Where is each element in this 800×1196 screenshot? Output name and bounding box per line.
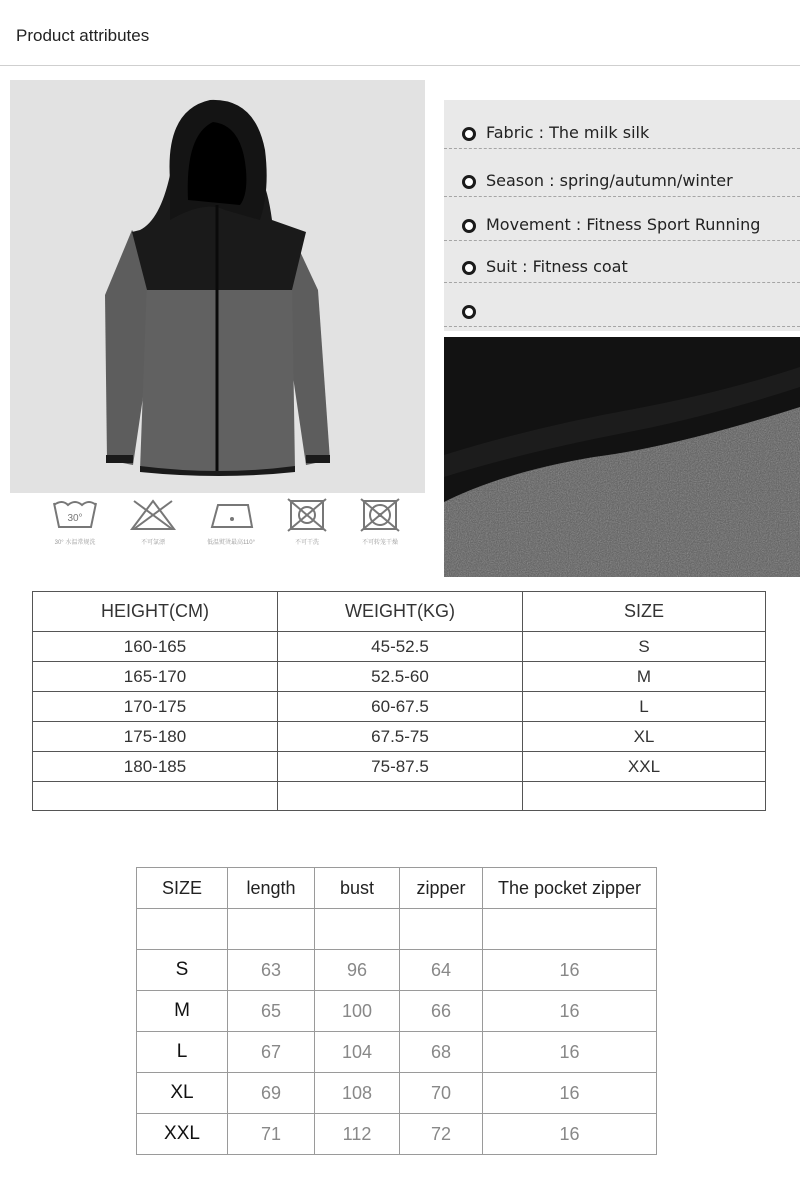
no-dry-clean-icon bbox=[272, 497, 342, 546]
page-title: Product attributes bbox=[16, 26, 150, 45]
table-cell: M bbox=[523, 662, 766, 692]
iron-low-icon bbox=[196, 497, 266, 546]
table-cell: 165-170 bbox=[33, 662, 278, 692]
table-cell bbox=[33, 782, 278, 811]
table-cell: L bbox=[523, 692, 766, 722]
table-cell: 175-180 bbox=[33, 722, 278, 752]
table-cell: 104 bbox=[315, 1032, 400, 1073]
care-caption: 不可转笼干燥 bbox=[361, 540, 398, 546]
header-divider bbox=[0, 65, 800, 66]
no-tumble-dry-icon bbox=[345, 497, 415, 546]
table-header-row bbox=[137, 868, 657, 909]
table-cell bbox=[228, 909, 315, 950]
table-cell: 67.5-75 bbox=[278, 722, 523, 752]
care-caption: 不可氯漂 bbox=[140, 540, 165, 546]
attribute-text: Fabric : The milk silk bbox=[486, 123, 650, 142]
attribute-empty bbox=[444, 284, 800, 327]
table-header-row bbox=[33, 592, 766, 632]
table-row bbox=[33, 692, 766, 722]
table-cell bbox=[400, 909, 483, 950]
attribute-text: Suit : Fitness coat bbox=[486, 257, 628, 276]
table-cell bbox=[315, 909, 400, 950]
care-caption: 30° 水温常规洗 bbox=[54, 540, 96, 546]
table-cell: L bbox=[137, 1032, 228, 1073]
table-cell: S bbox=[523, 632, 766, 662]
care-caption: 低温熨烫最高110° bbox=[207, 540, 255, 546]
table-cell: 96 bbox=[315, 950, 400, 991]
table-cell: 170-175 bbox=[33, 692, 278, 722]
attributes-panel bbox=[444, 100, 800, 331]
care-caption: 不可干洗 bbox=[294, 540, 319, 546]
table-cell: M bbox=[137, 991, 228, 1032]
table-row bbox=[33, 632, 766, 662]
table-cell: 60-67.5 bbox=[278, 692, 523, 722]
table-cell: 16 bbox=[483, 950, 657, 991]
attribute-season bbox=[444, 154, 800, 197]
table-cell: 16 bbox=[483, 1073, 657, 1114]
table-cell: 112 bbox=[315, 1114, 400, 1155]
table-cell: XL bbox=[523, 722, 766, 752]
table-cell: 67 bbox=[228, 1032, 315, 1073]
table-cell: 66 bbox=[400, 991, 483, 1032]
table-cell: XXL bbox=[137, 1114, 228, 1155]
column-header: SIZE bbox=[137, 868, 228, 909]
bullet-icon bbox=[462, 175, 476, 189]
measurements-table bbox=[136, 867, 657, 1155]
product-photo bbox=[10, 80, 425, 493]
table-cell: 69 bbox=[228, 1073, 315, 1114]
column-header: zipper bbox=[400, 868, 483, 909]
table-cell: 64 bbox=[400, 950, 483, 991]
wash-temp-label: 30° bbox=[67, 513, 83, 524]
no-bleach-icon bbox=[118, 497, 188, 546]
table-cell: 63 bbox=[228, 950, 315, 991]
table-row bbox=[137, 1114, 657, 1155]
table-cell: 16 bbox=[483, 1032, 657, 1073]
bullet-icon bbox=[462, 261, 476, 275]
column-header: length bbox=[228, 868, 315, 909]
table-cell bbox=[278, 782, 523, 811]
table-row bbox=[137, 1032, 657, 1073]
wash-30-icon bbox=[40, 497, 110, 546]
table-row bbox=[137, 950, 657, 991]
table-cell: XXL bbox=[523, 752, 766, 782]
table-cell bbox=[483, 909, 657, 950]
table-row bbox=[137, 1073, 657, 1114]
table-cell: S bbox=[137, 950, 228, 991]
fabric-closeup-photo bbox=[444, 337, 800, 577]
table-cell: 68 bbox=[400, 1032, 483, 1073]
table-cell: 75-87.5 bbox=[278, 752, 523, 782]
column-header: The pocket zipper bbox=[483, 868, 657, 909]
table-cell: 180-185 bbox=[33, 752, 278, 782]
table-row-empty bbox=[137, 909, 657, 950]
table-cell: 108 bbox=[315, 1073, 400, 1114]
column-header: bust bbox=[315, 868, 400, 909]
column-header: WEIGHT(KG) bbox=[278, 592, 523, 632]
table-cell: 16 bbox=[483, 1114, 657, 1155]
table-cell: 70 bbox=[400, 1073, 483, 1114]
table-cell: XL bbox=[137, 1073, 228, 1114]
bullet-icon bbox=[462, 219, 476, 233]
table-cell: 71 bbox=[228, 1114, 315, 1155]
table-row bbox=[33, 662, 766, 692]
table-cell: 65 bbox=[228, 991, 315, 1032]
attribute-suit bbox=[444, 240, 800, 283]
table-cell: 100 bbox=[315, 991, 400, 1032]
table-row bbox=[33, 752, 766, 782]
attribute-fabric bbox=[444, 106, 800, 149]
column-header: HEIGHT(CM) bbox=[33, 592, 278, 632]
table-row bbox=[33, 722, 766, 752]
attribute-text: Movement : Fitness Sport Running bbox=[486, 215, 761, 234]
table-row-empty bbox=[33, 782, 766, 811]
table-cell: 52.5-60 bbox=[278, 662, 523, 692]
attribute-text: Season : spring/autumn/winter bbox=[486, 171, 733, 190]
bullet-icon bbox=[462, 305, 476, 319]
bullet-icon bbox=[462, 127, 476, 141]
attribute-movement bbox=[444, 198, 800, 241]
table-cell: 160-165 bbox=[33, 632, 278, 662]
table-cell: 45-52.5 bbox=[278, 632, 523, 662]
size-chart-table bbox=[32, 591, 766, 811]
table-cell bbox=[137, 909, 228, 950]
column-header: SIZE bbox=[523, 592, 766, 632]
table-cell: 16 bbox=[483, 991, 657, 1032]
table-row bbox=[137, 991, 657, 1032]
table-cell: 72 bbox=[400, 1114, 483, 1155]
table-cell bbox=[523, 782, 766, 811]
